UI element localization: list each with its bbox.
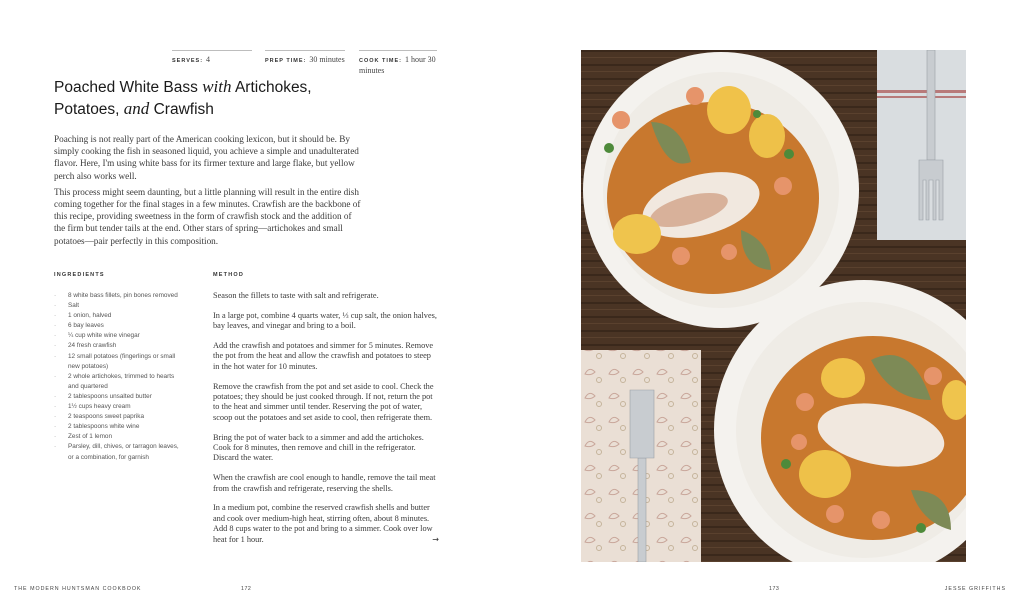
prep-value: 30 minutes: [309, 55, 345, 64]
title-italic-2: and: [123, 99, 150, 118]
author-footer: JESSE GRIFFITHS: [944, 586, 1006, 592]
recipe-title: [54, 76, 374, 120]
method-steps: [213, 291, 439, 554]
title-italic-1: with: [202, 77, 232, 96]
cook-time-info: [359, 50, 437, 76]
intro-paragraph: Poaching is not really part of the American cooking lexicon, but it should be. By simply cooking the fish in seasoned liquid, you achieve a simple and unadulterated flavor. Here, I'm using white bass for its firmer texture and large flake, but yellow perch also works well.: [54, 134, 359, 181]
continue-arrow-icon: →: [432, 534, 439, 544]
ingredient-item: · 8 white bass fillets, pin bones removed: [54, 291, 184, 301]
method-step: Add the crawfish and potatoes and simmer for 5 minutes. Remove the pot from the heat and allow the crawfish and potatoes to steep in the hot water for 10 minutes.: [213, 341, 434, 371]
cook-value: 1 hour 30 minutes: [359, 55, 436, 75]
prep-time-info: [265, 50, 345, 66]
prep-label: PREP TIME:: [265, 58, 307, 64]
ingredients-heading: INGREDIENTS: [54, 272, 105, 278]
title-part-1: Poached White Bass: [54, 79, 203, 96]
ingredient-item: · Zest of 1 lemon: [54, 432, 184, 442]
serves-value: 4: [206, 55, 211, 64]
method-step: Bring the pot of water back to a simmer and add the artichokes. Cook for 8 minutes, then remove and chill in the refrigerator. Discard the water.: [213, 432, 424, 463]
ingredient-item: · ¼ cup white wine vinegar: [54, 331, 184, 341]
ingredient-item: · 24 fresh crawfish: [54, 341, 184, 351]
page-number-left: 172: [241, 586, 252, 592]
method-step: In a medium pot, combine the reserved crawfish shells and butter and cook over medium-high heat, stirring often, about 8 minutes. Add 8 cups water to the pot and bring to a simmer. Cook over low heat for 1 hour.: [213, 503, 433, 544]
ingredient-item: · 2 whole artichokes, trimmed to hearts and quartered: [54, 372, 184, 392]
ingredient-item: · 6 bay leaves: [54, 321, 184, 331]
book-title-footer: THE MODERN HUNTSMAN COOKBOOK: [14, 586, 142, 592]
title-part-2: Artichokes, Potatoes,: [54, 79, 312, 118]
ingredients-list: [54, 291, 184, 463]
serves-label: SERVES:: [172, 58, 204, 64]
method-heading: METHOD: [213, 272, 245, 278]
two-plates-poached-fish-icon: [581, 50, 966, 562]
intro-text: [54, 133, 364, 251]
ingredient-item: · 12 small potatoes (fingerlings or small new potatoes): [54, 352, 184, 372]
serves-info: [172, 50, 252, 66]
ingredient-item: · Parsley, dill, chives, or tarragon leaves, or a combination, for garnish: [54, 442, 184, 462]
method-step-last: [213, 503, 439, 545]
method-step: Season the fillets to taste with salt and refrigerate.: [213, 291, 379, 300]
intro-paragraph: This process might seem daunting, but a little planning will result in the entire dish coming together for the final stages in a few minutes. Crawfish are the backbone of this recipe, providing sweetness in the form of crawfish stock and the addition of the firm but tender tails at the end. Other stars of spring—artichokes and small potatoes—pair perfectly in this composition.: [54, 186, 361, 246]
method-step: Remove the crawfish from the pot and set aside to cool. Check the potatoes; they should be just cooked through. If not, return the pot to the heat and simmer until tender. Reserving the pot of water, scoop out the potatoes and set aside to cool, then refrigerate them.: [213, 381, 434, 422]
ingredient-item: · 2 tablespoons unsalted butter: [54, 392, 184, 402]
ingredient-item: · 2 teaspoons sweet paprika: [54, 412, 184, 422]
ingredient-item: · 2 tablespoons white wine: [54, 422, 184, 432]
cook-label: COOK TIME:: [359, 58, 402, 64]
ingredient-item: · Salt: [54, 301, 184, 311]
method-step: In a large pot, combine 4 quarts water, ⅓ cup salt, the onion halves, bay leaves, and vinegar and bring to a boil.: [213, 310, 437, 331]
title-part-3: Crawfish: [149, 101, 214, 118]
ingredient-item: · 1½ cups heavy cream: [54, 402, 184, 412]
method-step: When the crawfish are cool enough to handle, remove the tail meat from the crawfish and refrigerate, reserving the shells.: [213, 473, 436, 493]
ingredient-item: · 1 onion, halved: [54, 311, 184, 321]
page-number-right: 173: [769, 586, 780, 592]
